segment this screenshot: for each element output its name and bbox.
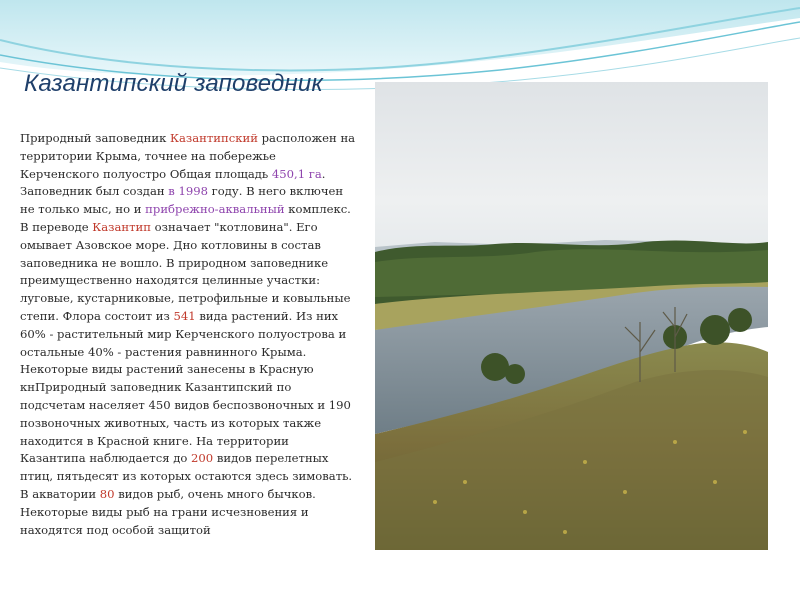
text-run: видов перелетных птиц, пятьдесят из которых остаются здесь зимовать. В акватории xyxy=(20,451,353,501)
text-run: году. В него включен не только мыс, но и xyxy=(20,184,344,217)
text-run: расположен на территории Крыма, точнее на побережье Керченского полуостро Общая площадь xyxy=(20,131,356,181)
text-run: . Заповедник был создан xyxy=(20,166,326,199)
highlight-purple: прибрежно-аквальный xyxy=(145,202,285,217)
landscape-photo xyxy=(375,82,768,550)
highlight-red: Казантип xyxy=(92,219,151,234)
highlight-red: 200 xyxy=(191,451,214,466)
text-run: означает "котловина". Его омывает Азовское море. Дно котловины в состав заповедника не вошло. В природном заповеднике преимущественно находятся целинные участки: луговые, кустарниковые, петрофильные и ковыльные степи. Флора состоит из xyxy=(20,219,351,323)
slide-title: Казантипский заповедник xyxy=(24,70,323,97)
text-run: видов рыб, очень много бычков. Некоторые виды рыб на грани исчезновения и находятся под особой защитой xyxy=(20,486,316,537)
body-paragraph xyxy=(20,130,358,539)
highlight-purple: 450,1 га xyxy=(271,166,322,181)
highlight-purple: в 1998 xyxy=(168,184,208,199)
text-run: вида растений. Из них 60% - растительный мир Керченского полуострова и остальные 40% - растения равнинного Крыма. Некоторые виды растений занесены в Красную кнПриродный заповедник Казантипский по подсчетам населяет 450 видов беспозвоночных и 190 позвоночных животных, часть из которых также находится в Красной книге. На территории Казантипа наблюдается до xyxy=(20,308,351,466)
highlight-red: Казантипский xyxy=(170,131,258,145)
text-run: Природный заповедник xyxy=(20,131,171,145)
text-run: комплекс. В переводе xyxy=(20,202,351,234)
highlight-red: 80 xyxy=(99,486,115,501)
highlight-red: 541 xyxy=(173,308,196,323)
